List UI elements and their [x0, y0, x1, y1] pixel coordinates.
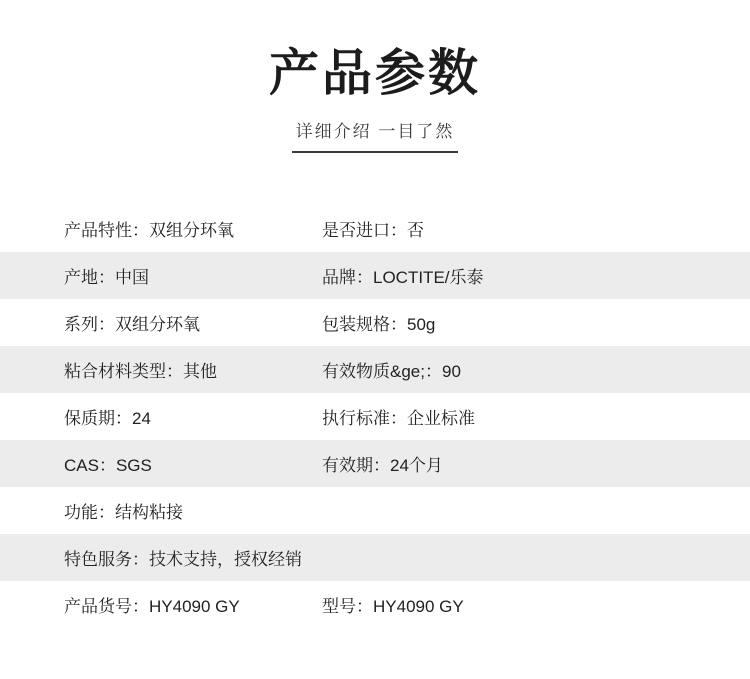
spec-label: 包装规格：	[322, 315, 407, 334]
spec-value: 双组分环氧	[149, 221, 234, 240]
spec-value: 24	[132, 409, 151, 428]
spec-value: 双组分环氧	[115, 315, 200, 334]
spec-cell-left	[0, 216, 322, 241]
spec-cell-left	[0, 404, 322, 429]
spec-label: 有效期：	[322, 456, 390, 475]
spec-cell-right	[322, 592, 750, 617]
table-row	[0, 346, 750, 393]
spec-value: HY4090 GY	[373, 597, 464, 616]
spec-cell-right	[322, 357, 750, 382]
spec-value: 企业标准	[407, 409, 475, 428]
table-row	[0, 487, 750, 534]
spec-label: 系列：	[64, 315, 115, 334]
spec-cell-right	[322, 451, 750, 476]
spec-cell-right	[322, 404, 750, 429]
spec-cell-left	[0, 310, 322, 335]
table-row	[0, 252, 750, 299]
spec-label: 粘合材料类型：	[64, 362, 183, 381]
spec-value: 50g	[407, 315, 436, 334]
table-row	[0, 205, 750, 252]
spec-cell-full	[0, 545, 750, 570]
spec-label: 执行标准：	[322, 409, 407, 428]
spec-cell-left	[0, 498, 322, 523]
page-header	[0, 0, 750, 153]
spec-value: 中国	[115, 268, 149, 287]
spec-value: SGS	[115, 456, 152, 475]
spec-label: 保质期：	[64, 409, 132, 428]
page-title: 产品参数	[269, 45, 481, 101]
spec-label: 产品特性：	[64, 221, 149, 240]
subtitle-container	[0, 117, 750, 153]
spec-cell-right	[322, 216, 750, 241]
spec-cell-left	[0, 263, 322, 288]
spec-label: CAS：	[64, 456, 116, 475]
table-row	[0, 393, 750, 440]
table-row	[0, 299, 750, 346]
spec-value: 否	[407, 221, 424, 240]
spec-value: 24个月	[390, 456, 443, 475]
spec-label: 型号：	[322, 597, 373, 616]
spec-cell-left	[0, 357, 322, 382]
spec-label: 是否进口：	[322, 221, 407, 240]
spec-label: 产地：	[64, 268, 115, 287]
spec-label: 产品货号：	[64, 597, 149, 616]
table-row	[0, 534, 750, 581]
spec-cell-right	[322, 263, 750, 288]
spec-value: LOCTITE/乐泰	[373, 268, 484, 287]
spec-label: 有效物质&ge;：	[322, 362, 442, 381]
page-subtitle: 详细介绍 一目了然	[292, 117, 459, 153]
table-row	[0, 440, 750, 487]
spec-cell-left	[0, 451, 322, 476]
spec-label: 品牌：	[322, 268, 373, 287]
spec-label: 功能：	[64, 503, 115, 522]
spec-table	[0, 205, 750, 628]
table-row	[0, 581, 750, 628]
spec-value: 其他	[183, 362, 217, 381]
spec-value: 90	[441, 362, 461, 381]
spec-cell-right	[322, 310, 750, 335]
spec-value: 结构粘接	[115, 503, 183, 522]
spec-label: 特色服务：	[64, 550, 149, 569]
spec-value: 技术支持，授权经销	[149, 550, 302, 569]
spec-value: HY4090 GY	[149, 597, 240, 616]
spec-cell-left	[0, 592, 322, 617]
